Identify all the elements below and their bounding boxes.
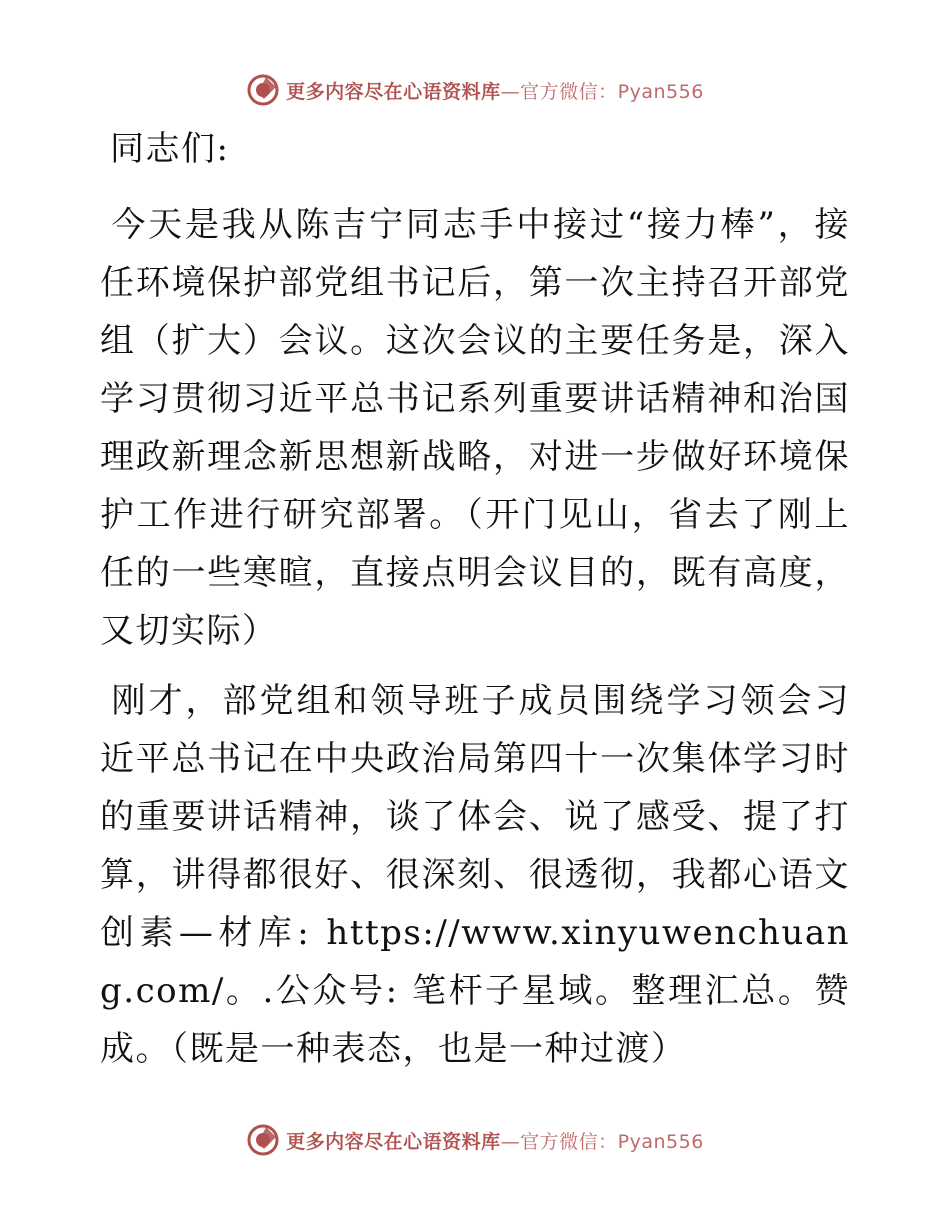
- pen-logo-icon: [246, 1123, 280, 1157]
- banner-main-text: 更多内容尽在心语资料库: [286, 1130, 501, 1153]
- banner-main-text: 更多内容尽在心语资料库: [286, 80, 501, 103]
- pen-logo-icon: [246, 73, 280, 107]
- paragraph-1: [100, 196, 850, 660]
- banner-separator: —: [500, 1130, 521, 1153]
- header-banner: [0, 70, 950, 110]
- paragraph-2: [100, 672, 850, 1078]
- banner-wechat-text: 官方微信：Pyan556: [520, 80, 704, 103]
- paragraph-1-text: 今天是我从陈吉宁同志手中接过“接力棒”，接任环境保护部党组书记后，第一次主持召开部党组（扩大）会议。这次会议的主要任务是，深入学习贯彻习近平总书记系列重要讲话精神和治国理政新理念新思想新战略，对进一步做好环境保护工作进行研究部署。（开门见山，省去了刚上任的一些寒暄，直接点明会议目的，既有高度，又切实际）: [100, 205, 850, 651]
- banner-separator: —: [500, 80, 521, 103]
- paragraph-2-text: 刚才，部党组和领导班子成员围绕学习领会习近平总书记在中央政治局第四十一次集体学习时的重要讲话精神，谈了体会、说了感受、提了打算，讲得都很好、很深刻、很透彻，我都心语文创素—材库: https://www.xinyuwenchuang.com/。.公众号: 笔杆子星域。整理汇总。赞成。（既是一种表态，也是一种过渡）: [100, 681, 850, 1069]
- salutation: 同志们:: [110, 129, 230, 169]
- banner-text: [286, 1127, 704, 1154]
- footer-banner: [0, 1120, 950, 1160]
- banner-text: [286, 77, 704, 104]
- document-body: [100, 120, 850, 1090]
- banner-wechat-text: 官方微信：Pyan556: [520, 1130, 704, 1153]
